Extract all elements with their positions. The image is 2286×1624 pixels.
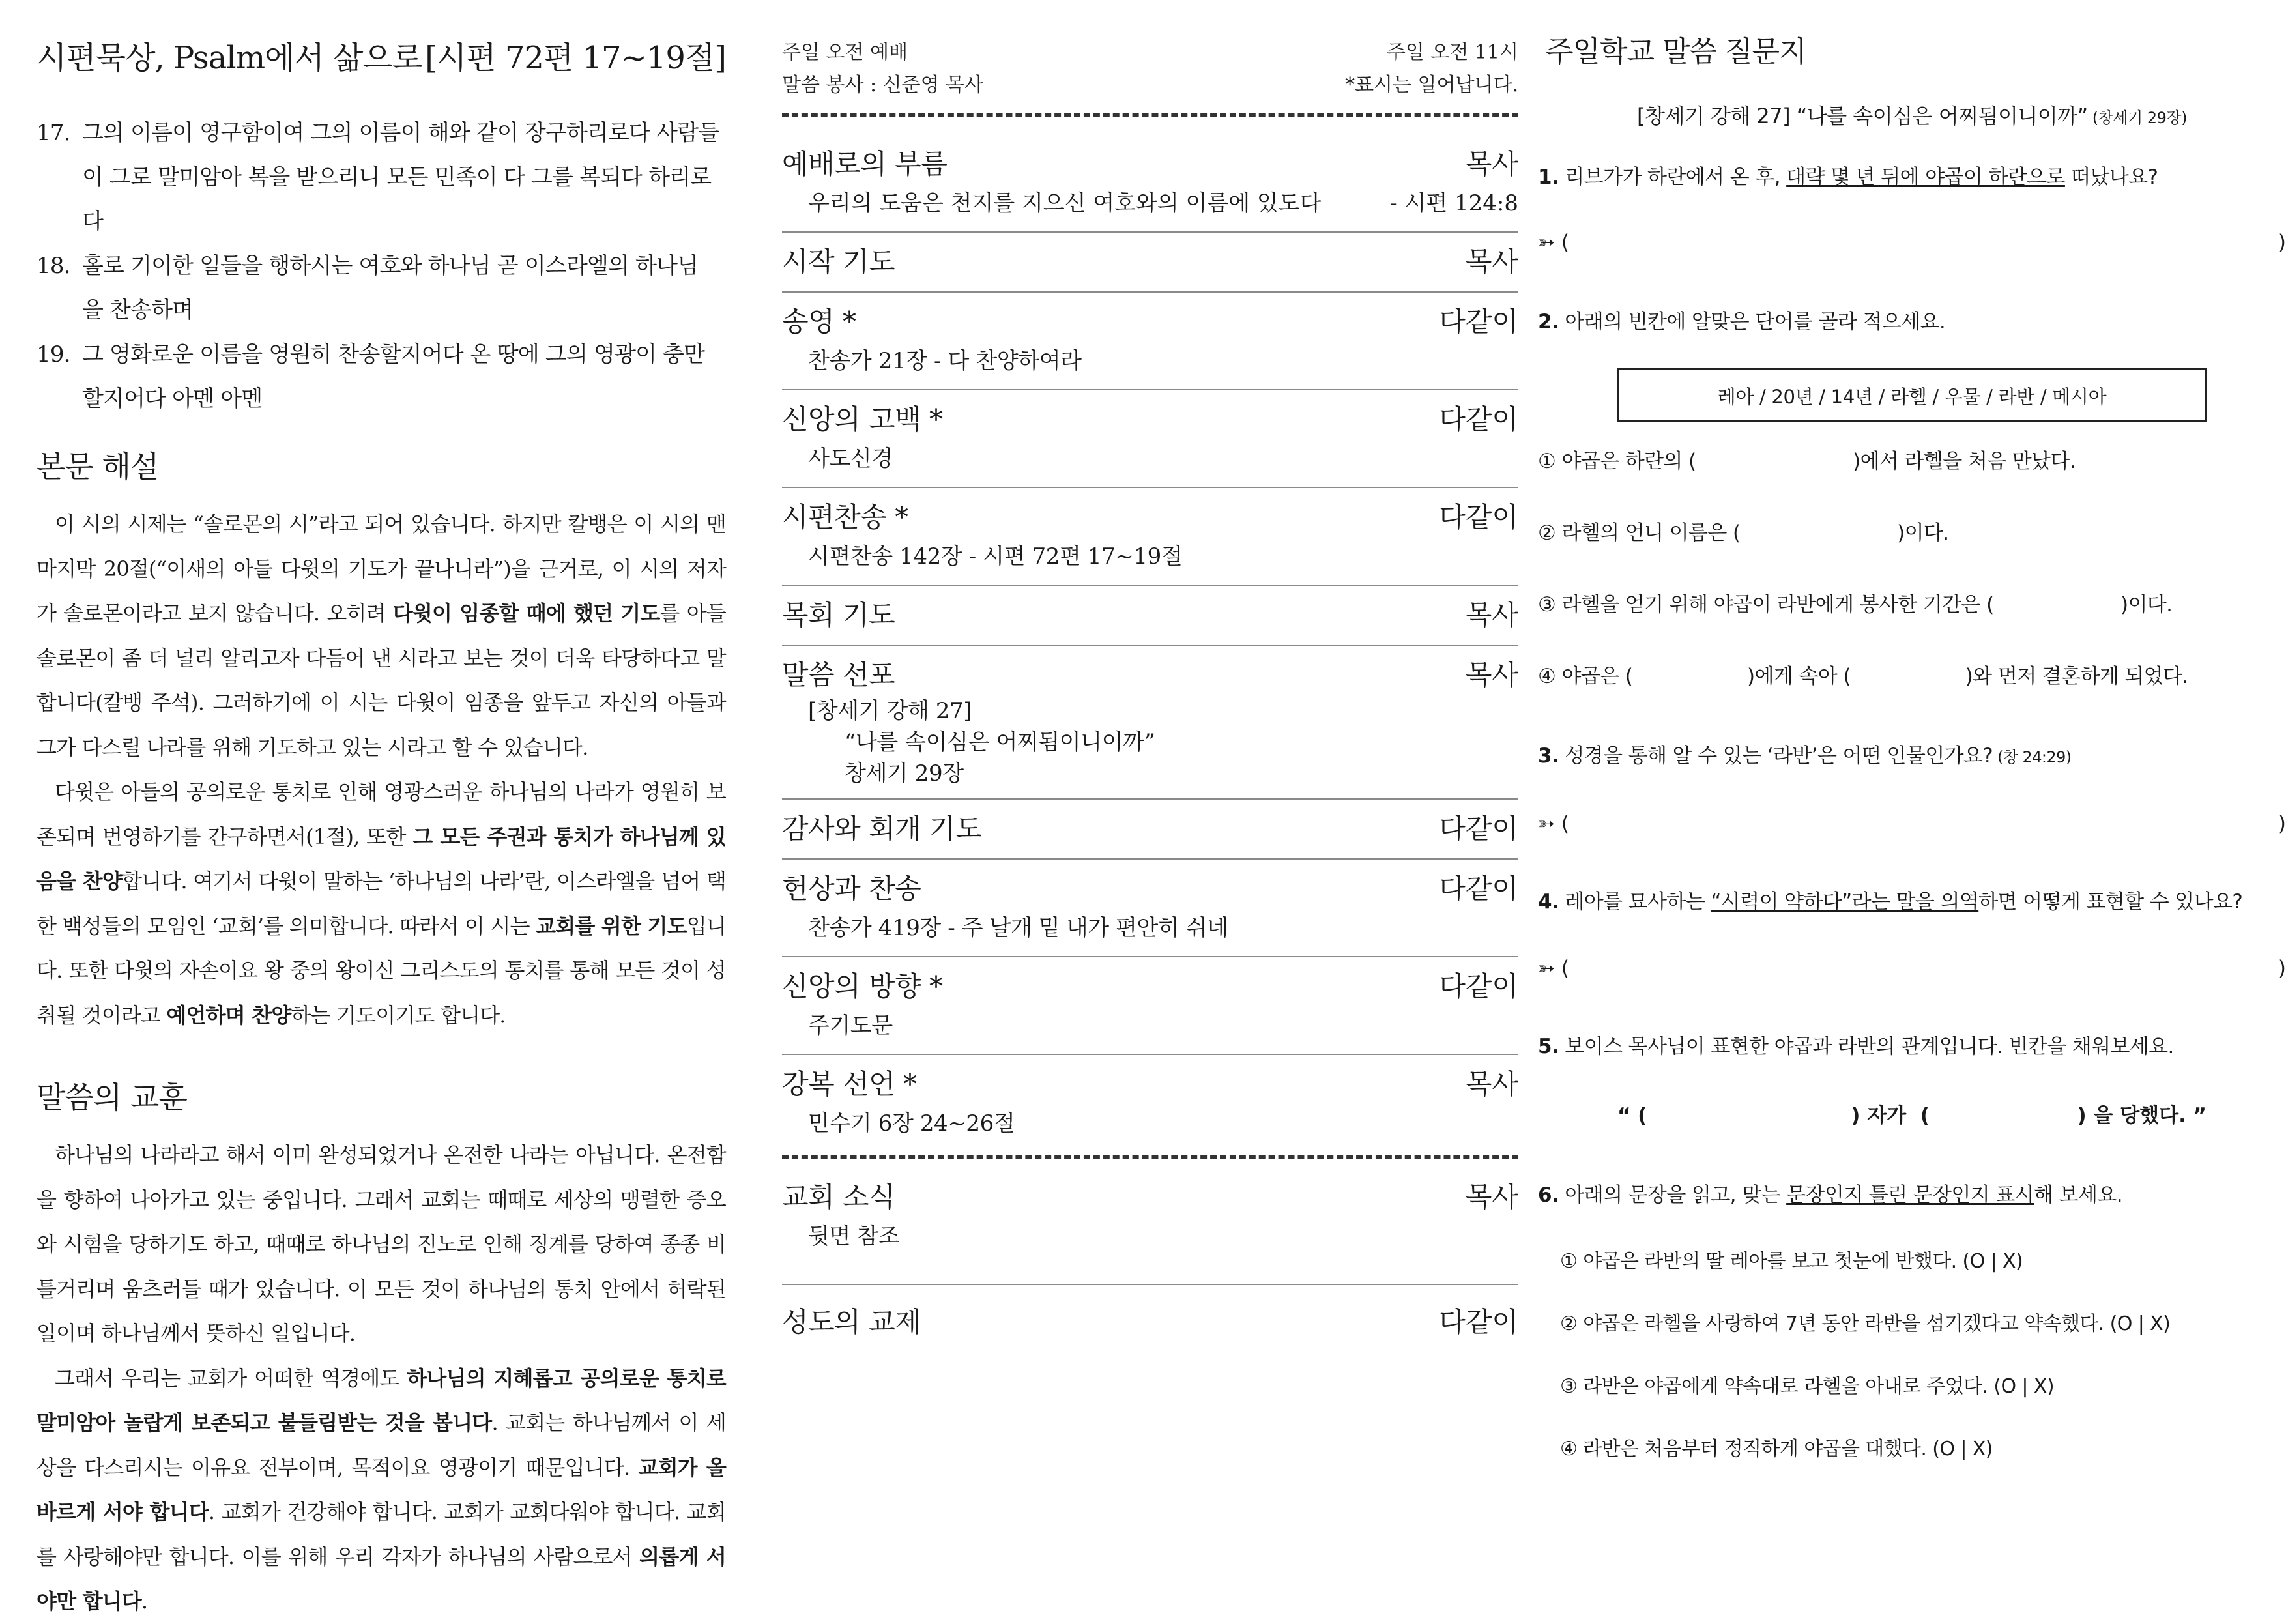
verse-19 <box>36 332 726 421</box>
worksheet-title: 주일학교 말씀 질문지 <box>1546 35 1806 68</box>
order-title: 강복 선언 * <box>782 1068 917 1100</box>
order-leader: 목사 <box>1465 1181 1518 1213</box>
order-item-announcements <box>782 1168 1518 1285</box>
order-detail: 우리의 도움은 천지를 지으신 여호와의 이름에 있도다 <box>808 190 1322 216</box>
order-title: 신앙의 고백 * <box>782 403 943 435</box>
true-false-2[interactable]: ② 야곱은 라헬을 사랑하여 7년 동안 라반을 섬기겠다고 약속했다. (O | X) <box>1560 1312 2171 1335</box>
verse-line: 다 <box>82 209 104 235</box>
order-item-call-to-worship <box>782 135 1518 233</box>
order-title: 송영 * <box>782 306 856 338</box>
worship-order-column <box>782 0 1518 1616</box>
order-item-opening-prayer <box>782 233 1518 293</box>
order-detail: 주기도문 <box>808 1013 893 1039</box>
order-detail-ref: - 시편 124:8 <box>1390 190 1518 216</box>
order-detail: 찬송가 419장 - 주 날개 밑 내가 편안히 쉬네 <box>808 915 1228 941</box>
arrow-icon: ➳ <box>1538 812 1555 835</box>
order-title: 성도의 교제 <box>782 1306 921 1338</box>
order-item-fellowship <box>782 1285 1518 1352</box>
order-leader: 목사 <box>1465 148 1518 180</box>
order-title: 신앙의 방향 * <box>782 970 943 1002</box>
fill-in-1[interactable]: ① 야곱은 하란의 ( )에서 라헬을 처음 만났다. <box>1538 450 2076 473</box>
question-6: 6. 아래의 문장을 읽고, 맞는 문장인지 틀린 문장인지 표시해 보세요. <box>1538 1183 2122 1207</box>
word-bank: 레아 / 20년 / 14년 / 라헬 / 우물 / 라반 / 메시아 <box>1617 368 2207 422</box>
meditation-header <box>36 33 726 76</box>
sermon-series: [창세기 강해 27] <box>808 698 972 724</box>
order-leader: 목사 <box>1465 659 1518 691</box>
service-info-row-2 <box>782 69 1518 102</box>
answer-line-1[interactable]: ➳ ( ) <box>1538 231 2286 254</box>
verse-number: 19. <box>36 341 70 368</box>
answer-line-3[interactable]: ➳ ( ) <box>1538 812 2286 835</box>
verse-17 <box>36 111 726 244</box>
sermon-title: “나를 속이심은 어찌됨이니이까” <box>845 729 1155 755</box>
verse-line: 그 영화로운 이름을 영원히 찬송할지어다 온 땅에 그의 영광이 충만 <box>82 341 705 368</box>
order-leader: 다같이 <box>1439 403 1518 435</box>
fill-in-3[interactable]: ③ 라헬을 얻기 위해 야곱이 라반에게 봉사한 기간은 ( )이다. <box>1538 593 2173 616</box>
true-false-1[interactable]: ① 야곱은 라반의 딸 레아를 보고 첫눈에 반했다. (O | X) <box>1560 1250 2023 1273</box>
order-title: 말씀 선포 <box>782 659 895 691</box>
verse-line: 그의 이름이 영구함이여 그의 이름이 해와 같이 장구하리로다 사람들 <box>82 120 719 146</box>
order-item-psalm-hymn <box>782 488 1518 586</box>
lesson-paragraph-2: 그래서 우리는 교회가 어떠한 역경에도 하나님의 지혜롭고 공의로운 통치로 말미암아 놀랍게 보존되고 붙들림받는 것을 봅니다. 교회는 하나님께서 이 세상을 다스리시는 이유요 전부이며, 목적이요 영광이기 때문입니다. 교회가 올바르게 서야 합니다. 교회가 건강해야 합니다. 교회가 교회다워야 합니다. 교회를 사랑해야만 합니다. 이를 위해 우리 각자가 하나님의 사람으로서 의롭게 서야만 합니다. <box>36 1365 727 1614</box>
order-item-direction <box>782 957 1518 1055</box>
worksheet-subtitle: [창세기 강해 27] “나를 속이심은 어찌됨이니이까” (창세기 29장) <box>1637 104 2187 128</box>
order-title: 예배로의 부름 <box>782 148 948 180</box>
order-leader: 목사 <box>1465 246 1518 278</box>
true-false-3[interactable]: ③ 라반은 야곱에게 약속대로 라헬을 아내로 주었다. (O | X) <box>1560 1375 2054 1398</box>
order-leader: 목사 <box>1465 1068 1518 1100</box>
order-leader: 다같이 <box>1439 306 1518 338</box>
lesson-paragraph-1: 하나님의 나라라고 해서 이미 완성되었거나 온전한 나라는 아닙니다. 온전함을 향하여 나아가고 있는 중입니다. 그래서 교회는 때때로 세상의 맹렬한 증오와 시험을 당하기도 하고, 때때로 하나님의 진노로 인해 징계를 당하여 종종 비틀거리며 움츠러들 때가 있습니다. 이 모든 것이 하나님의 통치 안에서 허락된 일이며 하나님께서 뜻하신 일입니다. <box>36 1142 726 1346</box>
order-detail: 사도신경 <box>808 446 893 472</box>
verse-number: 17. <box>36 120 70 146</box>
order-leader: 다같이 <box>1439 501 1518 533</box>
order-title: 헌상과 찬송 <box>782 873 921 905</box>
arrow-icon: ➳ <box>1538 957 1555 980</box>
commentary-heading: 본문 해설 <box>36 449 159 484</box>
sermon-text: 창세기 29장 <box>845 761 964 787</box>
order-leader: 목사 <box>1465 599 1518 631</box>
order-item-thanks-repentance <box>782 800 1518 860</box>
service-time: 주일 오전 11시 <box>1386 41 1518 64</box>
stand-note: *표시는 일어납니다. <box>1345 74 1518 96</box>
meditation-title: 시편묵상, Psalm에서 삶으로 <box>36 40 422 76</box>
answer-line-4[interactable]: ➳ ( ) <box>1538 957 2286 980</box>
question-1: 1. 리브가가 하란에서 온 후, 대략 몇 년 뒤에 야곱이 하란으로 떠났나요? <box>1538 166 2158 189</box>
order-item-confession <box>782 390 1518 488</box>
preacher: 말씀 봉사 : 신준영 목사 <box>782 74 984 96</box>
verse-line: 이 그로 말미암아 복을 받으리니 모든 민족이 다 그를 복되다 하리로 <box>82 164 712 190</box>
commentary-paragraph-2: 다윗은 아들의 공의로운 통치로 인해 영광스러운 하나님의 나라가 영원히 보존되며 번영하기를 간구하면서(1절), 또한 그 모든 주권과 통치가 하나님께 있음을 찬양합니다. 여기서 다윗이 말하는 ‘하나님의 나라’란, 이스라엘을 넘어 택한 백성들의 모임인 ‘교회’를 의미합니다. 따라서 이 시는 교회를 위한 기도입니다. 또한 다윗의 자손이요 왕 중의 왕이신 그리스도의 통치를 통해 모든 것이 성취될 것이라고 예언하며 찬양하는 기도이기도 합니다. <box>36 779 727 1028</box>
lesson-heading: 말씀의 교훈 <box>36 1080 187 1115</box>
verse-line: 을 찬송하며 <box>82 297 194 323</box>
order-leader: 다같이 <box>1439 813 1518 845</box>
order-title: 감사와 회개 기도 <box>782 813 982 845</box>
order-title: 시편찬송 * <box>782 501 908 533</box>
order-title: 시작 기도 <box>782 246 895 278</box>
true-false-4[interactable]: ④ 라반은 처음부터 정직하게 야곱을 대했다. (O | X) <box>1560 1438 1993 1460</box>
order-detail: 시편찬송 142장 - 시편 72편 17~19절 <box>808 544 1183 570</box>
dashed-divider <box>782 1155 1518 1159</box>
question-2: 2. 아래의 빈칸에 알맞은 단어를 골라 적으세요. <box>1538 310 1946 334</box>
order-title: 목회 기도 <box>782 599 895 631</box>
arrow-icon: ➳ <box>1538 231 1555 254</box>
fill-in-4[interactable]: ④ 야곱은 ( )에게 속아 ( )와 먼저 결혼하게 되었다. <box>1538 665 2188 688</box>
verse-number: 18. <box>36 253 70 279</box>
question-5: 5. 보이스 목사님이 표현한 야곱과 라반의 관계입니다. 빈칸을 채워보세요. <box>1538 1035 2174 1058</box>
order-detail: 뒷면 참조 <box>808 1223 900 1249</box>
order-item-pastoral-prayer <box>782 586 1518 646</box>
fill-in-2[interactable]: ② 라헬의 언니 이름은 ( )이다. <box>1538 521 1949 545</box>
verse-list <box>36 111 726 421</box>
order-item-doxology <box>782 293 1518 390</box>
order-detail: 민수기 6장 24~26절 <box>808 1110 1015 1137</box>
order-leader: 다같이 <box>1439 970 1518 1002</box>
order-leader: 다같이 <box>1439 1306 1518 1338</box>
verse-18 <box>36 244 726 332</box>
verse-line: 할지어다 아멘 아멘 <box>82 386 263 412</box>
order-title: 교회 소식 <box>782 1181 895 1213</box>
order-detail: 찬송가 21장 - 다 찬양하여라 <box>808 348 1082 374</box>
question-3: 3. 성경을 통해 알 수 있는 ‘라반’은 어떤 인물인가요? (창 24:29) <box>1538 744 2072 768</box>
psalm-meditation-column <box>0 0 756 1616</box>
order-item-sermon <box>782 646 1518 800</box>
dashed-divider <box>782 113 1518 117</box>
question-4: 4. 레아를 묘사하는 “시력이 약하다”라는 말을 의역하면 어떻게 표현할 수 있나요? <box>1538 890 2243 914</box>
scripture-reference: [시편 72편 17~19절] <box>425 40 726 76</box>
order-item-offering <box>782 860 1518 957</box>
order-list <box>782 135 1518 1152</box>
fill-in-quote[interactable]: “ ( ) 자가 ( ) 을 당했다. ” <box>1617 1104 2207 1127</box>
commentary-paragraph-1: 이 시의 시제는 “솔로몬의 시”라고 되어 있습니다. 하지만 칼뱅은 이 시의 맨 마지막 20절(“이새의 아들 다윗의 기도가 끝나니라”)을 근거로, 이 시의 저자가 솔로몬이라고 보지 않습니다. 오히려 다윗이 임종할 때에 했던 기도를 아들 솔로몬이 좀 더 널리 알리고자 다듬어 낸 시라고 보는 것이 더욱 타당하다고 말합니다(칼뱅 주석). 그러하기에 이 시는 다윗이 임종을 앞두고 자신의 아들과 그가 다스릴 나라를 위해 기도하고 있는 시라고 할 수 있습니다. <box>36 512 726 760</box>
service-name: 주일 오전 예배 <box>782 41 908 64</box>
order-item-benediction <box>782 1055 1518 1152</box>
order-leader: 다같이 <box>1439 873 1518 905</box>
sunday-school-questions-column <box>1538 0 2286 1616</box>
verse-line: 홀로 기이한 일들을 행하시는 여호와 하나님 곧 이스라엘의 하나님 <box>82 253 699 279</box>
service-info-row-1 <box>782 36 1518 69</box>
